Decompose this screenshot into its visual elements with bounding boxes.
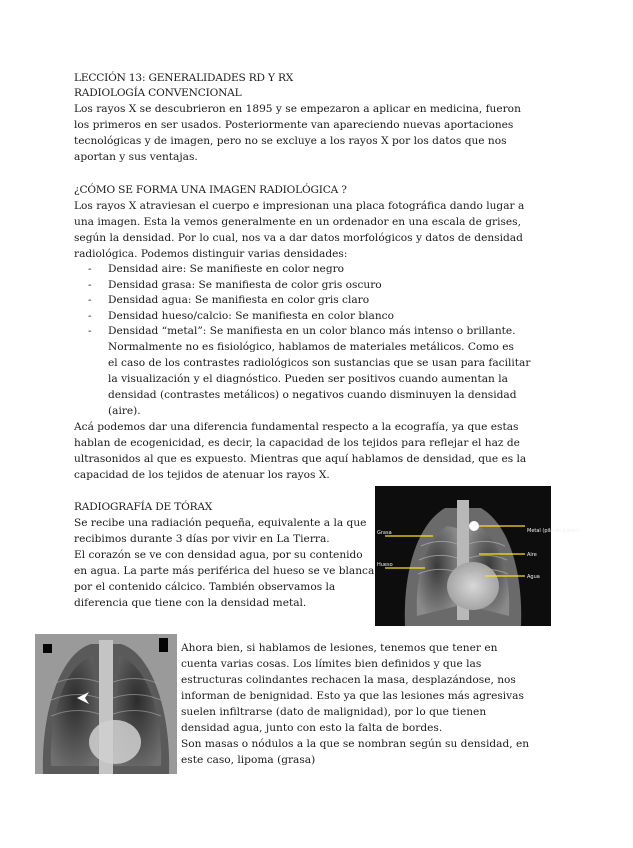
paragraph-line: informan de benignidad. Esto ya que las lesiones más agresivas [181,690,524,702]
paragraph-line: Ahora bien, si hablamos de lesiones, tenemos que tener en [181,642,498,654]
paragraph-line: diferencia que tiene con la densidad metal. [74,597,307,609]
density-list [88,262,516,340]
paragraph-line: El corazón se ve con densidad agua, por su contenido [74,549,363,561]
list-item: - Densidad agua: Se manifiesta en color gris claro [88,293,516,309]
paragraph-line: el caso de los contrastes radiológicos son sustancias que se usan para facilitar [108,357,531,369]
paragraph-line: (aire). [108,405,141,417]
paragraph-line: recibimos durante 3 días por vivir en La Tierra. [74,533,330,545]
paragraph-line: Se recibe una radiación pequeña, equivalente a la que [74,517,367,529]
paragraph-line: según la densidad. Por lo cual, nos va a dar datos morfológicos y datos de densidad [74,232,523,244]
paragraph-line: estructuras colindantes rechacen la masa, desplazándose, nos [181,674,516,686]
paragraph-line: en agua. La parte más periférica del hueso se ve blanca [74,565,375,577]
label-metal: Metal (pila de botón) [527,528,580,534]
list-item: - Densidad grasa: Se manifiesta de color gris oscuro [88,278,516,294]
lesson-title: LECCIÓN 13: GENERALIDADES RD Y RX [74,72,294,84]
paragraph-line: Son masas o nódulos a la que se nombran según su densidad, en [181,738,530,750]
list-item: - Densidad hueso/calcio: Se manifiesta en color blanco [88,309,516,325]
label-grasa: Grasa [377,530,392,536]
paragraph-line: la visualización y el diagnóstico. Pueden ser positivos cuando aumentan la [108,373,508,385]
label-agua: Agua [527,574,540,580]
paragraph-line: aportan y sus ventajas. [74,151,198,163]
paragraph-line: los primeros en ser usados. Posteriormente van apareciendo nuevas aportaciones [74,119,514,131]
list-item: - Densidad “metal”: Se manifiesta en un color blanco más intenso o brillante. [88,324,516,340]
section-heading: ¿CÓMO SE FORMA UNA IMAGEN RADIOLÓGICA ? [74,184,347,196]
paragraph-line: suelen infiltrarse (dato de malignidad), por lo que tienen [181,706,487,718]
paragraph-line: Normalmente no es fisiológico, hablamos de materiales metálicos. Como es [108,341,514,353]
section-heading: RADIOGRAFÍA DE TÓRAX [74,501,213,513]
section-subtitle: RADIOLOGÍA CONVENCIONAL [74,87,242,99]
paragraph-line: por el contenido cálcico. También observamos la [74,581,336,593]
chest-xray-image [375,486,580,626]
paragraph-line: radiológica. Podemos distinguir varias densidades: [74,248,348,260]
paragraph-line: este caso, lipoma (grasa) [181,754,316,766]
paragraph-line: tecnológicas y de imagen, pero no se excluye a los rayos X por los datos que nos [74,135,507,147]
paragraph-line: capacidad de los tejidos de atenuar los rayos X. [74,469,330,481]
list-item: - Densidad aire: Se manifieste en color negro [88,262,516,278]
paragraph-line: Acá podemos dar una diferencia fundamental respecto a la ecografía, ya que estas [74,421,519,433]
paragraph-line: una imagen. Esta la vemos generalmente en un ordenador en una escala de grises, [74,216,521,228]
lipoma-xray-image [35,634,177,774]
label-aire: Aire [527,552,537,558]
label-hueso: Hueso [377,562,393,568]
paragraph-line: densidad agua, junto con esto la falta de bordes. [181,722,443,734]
paragraph-line: hablan de ecogenicidad, es decir, la capacidad de los tejidos para reflejar el haz de [74,437,520,449]
paragraph-line: Los rayos X se descubrieron en 1895 y se empezaron a aplicar en medicina, fueron [74,103,521,115]
paragraph-line: cuenta varias cosas. Los límites bien definidos y que las [181,658,482,670]
paragraph-line: Los rayos X atraviesan el cuerpo e impresionan una placa fotográfica dando lugar a [74,200,525,212]
paragraph-line: ultrasonidos al que es expuesto. Mientras que aquí hablamos de densidad, que es la [74,453,527,465]
paragraph-line: densidad (contrastes metálicos) o negativos cuando disminuyen la densidad [108,389,517,401]
